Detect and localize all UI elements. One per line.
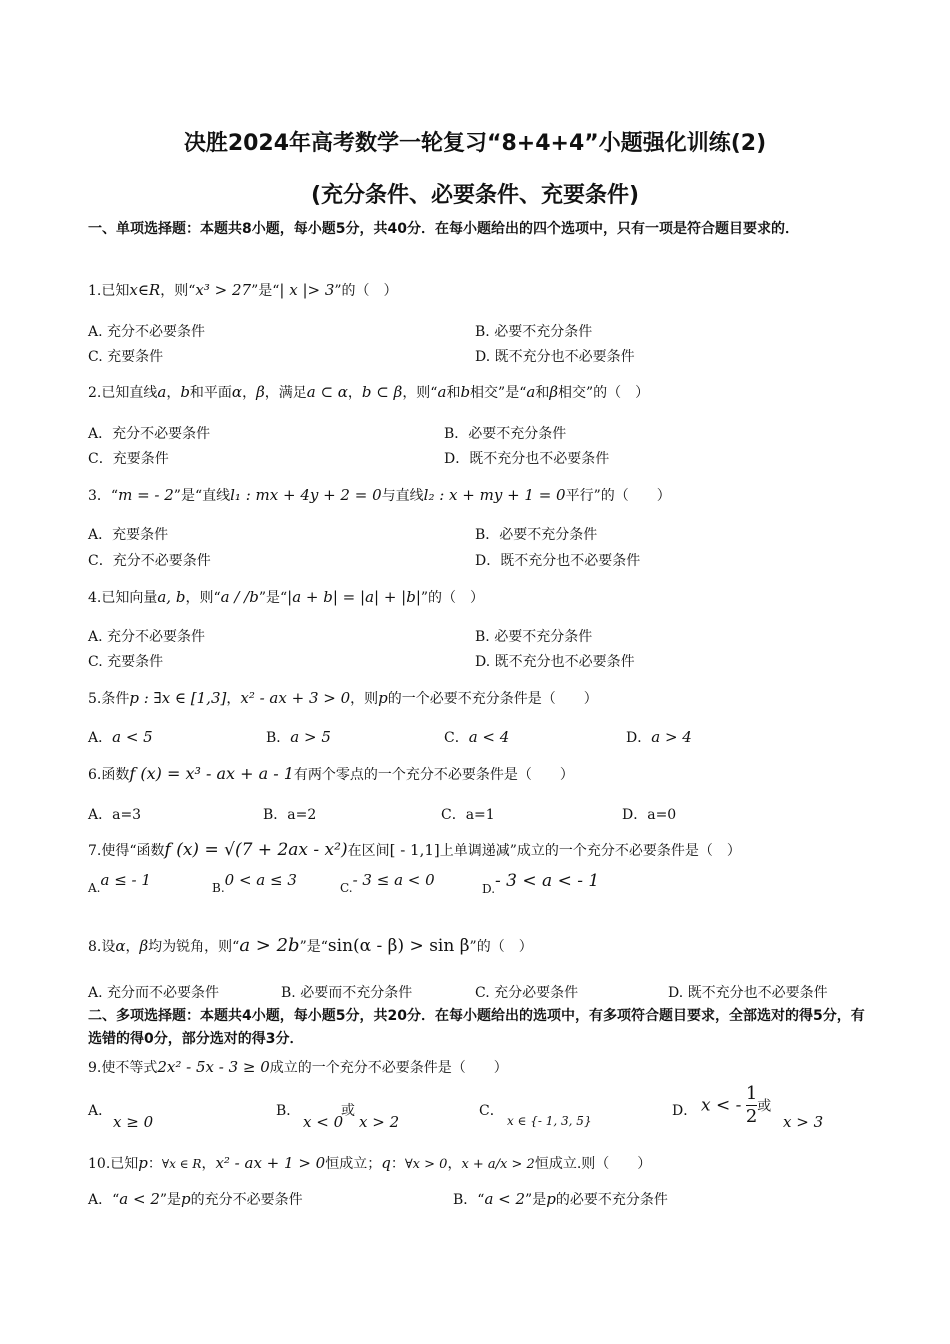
q3-math: m = - 2 — [118, 486, 174, 504]
q2-text: 2.已知直线 — [88, 385, 158, 401]
q3-math: l₁ : mx + 4y + 2 = 0 — [230, 486, 382, 504]
q10-option-math: p — [546, 1190, 556, 1208]
q5-option-d — [626, 727, 692, 747]
q2-text: 相交”的（ ） — [558, 385, 650, 401]
q10-option-a — [88, 1189, 303, 1209]
q1-text: ，则“ — [160, 283, 196, 299]
q9-option-math: x < - — [701, 1095, 742, 1116]
q8-math: α — [115, 937, 126, 955]
q5-option-label: D． — [626, 730, 652, 746]
q4-text: ”是“ — [258, 590, 288, 606]
q4-option-a: A. 充分不必要条件 — [88, 629, 206, 645]
q7-option-math: 0 < a ≤ 3 — [224, 871, 297, 889]
section-2-heading: 二、多项选择题：本题共4小题，每小题5分，共20分．在每小题给出的选项中，有多项符合题目要求，全部选对的得5分，有选错的得0分，部分选对的得3分． — [88, 1008, 865, 1047]
q4-text: ”的（ ） — [420, 590, 485, 606]
q10-math: q — [381, 1154, 391, 1172]
q8-math: a > 2b — [239, 935, 300, 956]
q10-text: 恒成立； — [325, 1156, 382, 1172]
q2-math: α — [231, 383, 243, 401]
q9-option-label: D． — [672, 1103, 698, 1119]
q7-math: [ - 1,1] — [389, 841, 440, 859]
q8-text: ”的（ ） — [469, 939, 533, 955]
q5-option-math: a > 5 — [290, 728, 331, 746]
q2-math: a ⊂ α — [306, 383, 348, 401]
q7-option-b — [212, 871, 297, 896]
q1-option-a: A. 充分不必要条件 — [88, 324, 206, 340]
q9-option-math: x > 2 — [359, 1113, 400, 1131]
q7-option-label: A. — [88, 881, 101, 895]
q5-text: ，则 — [350, 691, 379, 707]
q5-math: p : ∃x ∈ [1,3] — [129, 689, 227, 707]
q2-text: ， — [166, 385, 181, 401]
q8-text: 均为锐角，则“ — [148, 939, 240, 955]
q5-option-math: a < 4 — [468, 728, 510, 746]
q10-option-label: B．“ — [453, 1192, 485, 1208]
q7-option-a — [88, 871, 151, 896]
q5-text: 的一个必要不充分条件是（ ） — [387, 691, 598, 707]
question-3 — [88, 485, 671, 505]
q3-math: l₂ : x + my + 1 = 0 — [423, 486, 566, 504]
q10-math: ∀x ∈ R — [161, 1157, 202, 1171]
q9-option-b — [276, 1100, 300, 1120]
q9-option-label: B． — [276, 1103, 301, 1119]
q2-math: β — [256, 383, 265, 401]
q7-option-math: - 3 < a < - 1 — [495, 871, 600, 891]
q10-text: ： — [147, 1156, 162, 1172]
q3-text: 与直线 — [381, 488, 424, 504]
one-half-fraction — [746, 1083, 757, 1128]
q10-math: p — [138, 1154, 148, 1172]
q7-text: 7.使得“函数 — [88, 843, 165, 859]
question-2 — [88, 382, 649, 402]
q9-option-b-math-1 — [303, 1113, 343, 1131]
q4-option-b: B. 必要不充分条件 — [475, 629, 593, 645]
q1-text: ”是“ — [251, 283, 280, 299]
q5-option-c — [444, 727, 509, 747]
q6-option-a: A．a=3 — [88, 807, 142, 823]
q6-text: 6.函数 — [88, 767, 130, 783]
q9-option-b-or: 或 — [341, 1103, 355, 1119]
question-8 — [88, 935, 533, 956]
q5-math: x² - ax + 3 > 0 — [240, 689, 351, 707]
q9-option-a-math — [113, 1113, 153, 1131]
q4-text: 4.已知向量 — [88, 590, 158, 606]
q4-math: a / /b — [220, 588, 259, 606]
q8-text: 8.设 — [88, 939, 116, 955]
q9-option-label: A． — [88, 1103, 113, 1119]
q2-math: a — [437, 383, 447, 401]
q2-text: ，则“ — [402, 385, 438, 401]
q2-text: 和 — [535, 385, 550, 401]
q5-option-label: C． — [444, 730, 469, 746]
q2-text: 和平面 — [189, 385, 232, 401]
q2-text: ， — [347, 385, 362, 401]
q1-text: ”的（ ） — [334, 283, 398, 299]
q9-option-math: x > 3 — [783, 1113, 824, 1131]
question-6 — [88, 764, 574, 784]
q1-option-b: B. 必要不充分条件 — [475, 324, 593, 340]
q6-text: 有两个零点的一个充分不必要条件是（ ） — [293, 767, 574, 783]
q7-text: 上单调递减”成立的一个充分不必要条件是（ ） — [439, 843, 741, 859]
q4-option-c: C. 充要条件 — [88, 654, 164, 670]
q5-option-math: a > 4 — [651, 728, 692, 746]
q5-option-label: A． — [88, 730, 113, 746]
q3-option-d: D．既不充分也不必要条件 — [475, 553, 641, 569]
q2-math: a — [157, 383, 167, 401]
question-4 — [88, 587, 484, 607]
q7-option-d — [482, 871, 600, 898]
q9-text: 成立的一个充分不必要条件是（ ） — [269, 1060, 508, 1076]
q4-math: a, b — [157, 588, 186, 606]
q9-text: 9.使不等式 — [88, 1060, 158, 1076]
q10-math: x + a/x > 2 — [461, 1157, 535, 1172]
q2-math: a — [526, 383, 536, 401]
q6-option-d: D．a=0 — [622, 807, 677, 823]
q9-option-b-math-2 — [359, 1113, 399, 1131]
q10-text: ， — [201, 1156, 216, 1172]
q9-option-label: C． — [479, 1103, 504, 1119]
q9-option-c — [479, 1100, 504, 1120]
q10-math: ∀x > 0 — [404, 1157, 448, 1172]
question-7 — [88, 840, 741, 860]
q2-option-c: C．充要条件 — [88, 451, 169, 467]
title-line-2: (充分条件、必要条件、充要条件) — [310, 183, 640, 208]
q2-text: ，满足 — [264, 385, 307, 401]
q6-option-b: B．a=2 — [263, 807, 317, 823]
q1-option-d: D. 既不充分也不必要条件 — [475, 349, 635, 365]
q2-option-a: A．充分不必要条件 — [88, 426, 211, 442]
q1-math-1: x∈R — [129, 281, 161, 299]
question-1 — [88, 280, 398, 300]
q5-option-b — [266, 727, 331, 747]
q3-text: 3．“ — [88, 488, 119, 504]
q9-option-d-math — [701, 1083, 771, 1128]
q5-math: p — [378, 689, 388, 707]
q7-option-label: B. — [212, 881, 225, 895]
q10-option-math: p — [181, 1190, 191, 1208]
q1-math-3: | x |> 3 — [279, 281, 335, 299]
q10-option-b — [453, 1189, 668, 1209]
q9-option-a — [88, 1100, 112, 1120]
question-5 — [88, 688, 598, 708]
q10-math: x² - ax + 1 > 0 — [215, 1154, 326, 1172]
q3-text: 平行”的（ ） — [565, 488, 671, 504]
fraction-numerator: 1 — [745, 1083, 758, 1104]
q9-math: 2x² - 5x - 3 ≥ 0 — [157, 1058, 270, 1076]
q9-option-d-or: 或 — [757, 1098, 772, 1115]
q8-option-d: D. 既不充分也不必要条件 — [668, 985, 828, 1001]
q5-option-label: B． — [266, 730, 291, 746]
section-1-heading: 一、单项选择题：本题共8小题，每小题5分，共40分．在每小题给出的四个选项中，只有一项是符合题目要求的． — [88, 221, 799, 237]
q8-text: ， — [125, 939, 140, 955]
q9-option-math: x ∈ {- 1, 3, 5} — [507, 1114, 592, 1128]
q10-text: 10.已知 — [88, 1156, 139, 1172]
q3-option-c: C．充分不必要条件 — [88, 553, 211, 569]
q7-math: f (x) = √(7 + 2ax - x²) — [164, 840, 348, 860]
q7-option-math: a ≤ - 1 — [100, 871, 151, 889]
q6-math: f (x) = x³ - ax + a - 1 — [129, 764, 294, 783]
q1-math-2: x³ > 27 — [195, 281, 252, 299]
q10-option-math: a < 2 — [119, 1190, 160, 1208]
q5-option-a — [88, 727, 153, 747]
q9-option-c-math — [507, 1113, 592, 1129]
q6-option-c: C．a=1 — [441, 807, 495, 823]
q10-option-text: 的必要不充分条件 — [555, 1192, 668, 1208]
fraction-denominator: 2 — [745, 1106, 758, 1127]
q4-text: ，则“ — [185, 590, 221, 606]
q10-text: ， — [447, 1156, 462, 1172]
question-10 — [88, 1153, 651, 1173]
q10-option-math: a < 2 — [484, 1190, 526, 1208]
q5-option-math: a < 5 — [112, 728, 153, 746]
q8-text: ”是“ — [299, 939, 328, 955]
question-9 — [88, 1057, 508, 1077]
q10-text: 恒成立.则（ ） — [534, 1156, 652, 1172]
q2-math: b ⊂ β — [361, 383, 403, 401]
q2-math: b — [180, 383, 190, 401]
q5-text: ， — [226, 691, 241, 707]
q2-math: β — [549, 383, 558, 401]
q5-text: 5.条件 — [88, 691, 130, 707]
q1-text: 1.已知 — [88, 283, 130, 299]
q9-option-d — [672, 1100, 697, 1120]
q9-option-d-math-2 — [783, 1113, 823, 1131]
q10-text: ： — [390, 1156, 405, 1172]
q7-text: 在区间 — [347, 843, 390, 859]
q3-text: ”是“直线 — [173, 488, 231, 504]
q8-option-c: C. 充分必要条件 — [475, 985, 579, 1001]
q10-option-text: 的充分不必要条件 — [190, 1192, 303, 1208]
q2-text: 相交”是“ — [470, 385, 527, 401]
q3-option-a: A．充要条件 — [88, 527, 169, 543]
q8-option-a: A. 充分而不必要条件 — [88, 985, 220, 1001]
q2-text: ， — [242, 385, 257, 401]
q9-option-math: x ≥ 0 — [113, 1113, 154, 1131]
q2-option-d: D．既不充分也不必要条件 — [444, 451, 610, 467]
q8-math: β — [139, 937, 149, 955]
q7-option-label: C. — [340, 881, 353, 895]
q7-option-math: - 3 ≤ a < 0 — [352, 871, 435, 889]
q7-option-c — [340, 871, 435, 896]
q3-option-b: B．必要不充分条件 — [475, 527, 598, 543]
q8-math: sin(α - β) > sin β — [327, 936, 470, 956]
q4-math: |a + b| = |a| + |b| — [287, 588, 421, 606]
q4-option-d: D. 既不充分也不必要条件 — [475, 654, 635, 670]
q10-option-label: A．“ — [88, 1192, 120, 1208]
q7-option-label: D. — [482, 882, 496, 896]
q10-option-text: ”是 — [159, 1192, 182, 1208]
q9-option-math: x < 0 — [303, 1113, 344, 1131]
title-line-1: 决胜2024年高考数学一轮复习“8+4+4”小题强化训练(2) — [183, 131, 767, 156]
q2-text: 和 — [446, 385, 461, 401]
q10-option-text: ”是 — [525, 1192, 547, 1208]
q2-option-b: B．必要不充分条件 — [444, 426, 567, 442]
q8-option-b: B. 必要而不充分条件 — [281, 985, 413, 1001]
q1-option-c: C. 充要条件 — [88, 349, 164, 365]
q2-math: b — [460, 383, 471, 401]
